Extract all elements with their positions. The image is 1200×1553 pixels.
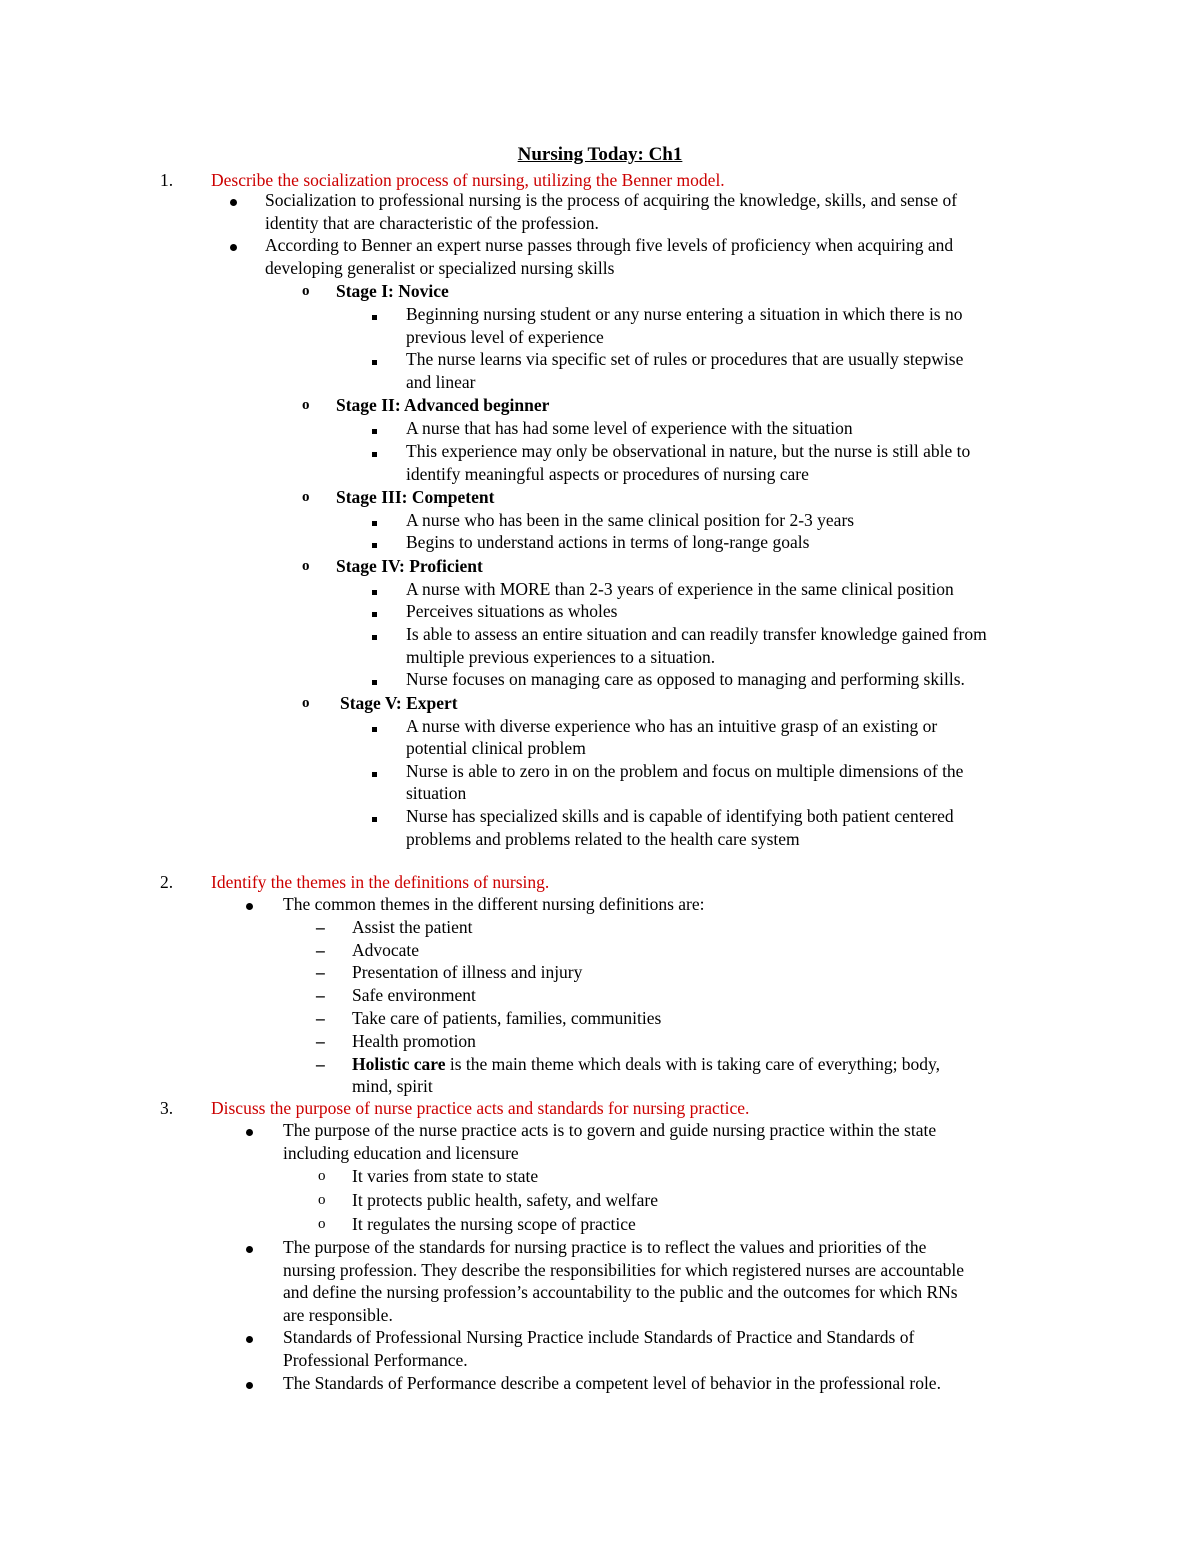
q1-bullet2-line2: developing generalist or specialized nursing skills [265,258,615,278]
stage-1-item1-line2: previous level of experience [406,327,604,347]
square-bullet-icon [372,509,377,532]
q2-theme-1: Assist the patient [352,917,473,937]
bullet-icon [230,234,237,257]
square-bullet-icon [372,303,377,326]
q3-bullet2-line3: and define the nursing profession’s accountability to the public and the outcomes for which RNs [283,1282,958,1302]
q3-bullet3-line1: Standards of Professional Nursing Practice include Standards of Practice and Standards of [283,1327,915,1347]
bullet-icon [246,1326,253,1349]
q2-question: Identify the themes in the definitions of nursing. [211,872,550,892]
bullet-icon [246,1119,253,1142]
square-bullet-icon [372,348,377,371]
q3-bullet3-line2: Professional Performance. [283,1350,468,1370]
stage-4-item4-line1: Nurse focuses on managing care as opposed to managing and performing skills. [406,669,965,689]
stage-2-heading: Stage II: Advanced beginner [336,395,550,415]
stage-1-item1-line1: Beginning nursing student or any nurse entering a situation in which there is no [406,304,963,324]
stage-5-item1-line2: potential clinical problem [406,738,586,758]
stage-5-item3-line1: Nurse has specialized skills and is capable of identifying both patient centered [406,806,954,826]
stage-2-item2-line1: This experience may only be observational in nature, but the nurse is still able to [406,441,971,461]
stage-5-item2-line2: situation [406,783,467,803]
q2-theme-holistic [352,1053,940,1076]
q3-question: Discuss the purpose of nurse practice acts and standards for nursing practice. [211,1098,750,1118]
q3-sub-1: It varies from state to state [352,1166,539,1186]
square-bullet-icon [372,805,377,828]
stage-5-item1-line1: A nurse with diverse experience who has an intuitive grasp of an existing or [406,716,938,736]
stage-4-heading: Stage IV: Proficient [336,556,483,576]
square-bullet-icon [372,440,377,463]
q3-bullet2-line2: nursing profession. They describe the responsibilities for which registered nurses are accountable [283,1260,964,1280]
square-bullet-icon [372,600,377,623]
q3-bullet2-line4: are responsible. [283,1305,393,1325]
q2-theme-3: Presentation of illness and injury [352,962,583,982]
square-bullet-icon [372,668,377,691]
q1-question: Describe the socialization process of nursing, utilizing the Benner model. [211,170,725,190]
circle-bullet-icon: o [302,283,310,299]
q2-number: 2. [160,872,174,892]
q3-sub-3: It regulates the nursing scope of practice [352,1214,636,1234]
q3-sub-2: It protects public health, safety, and welfare [352,1190,658,1210]
stage-4-item1-line1: A nurse with MORE than 2-3 years of experience in the same clinical position [406,579,954,599]
q3-bullet1-line2: including education and licensure [283,1143,519,1163]
stage-4-item3-line1: Is able to assess an entire situation and can readily transfer knowledge gained from [406,624,987,644]
stage-5-heading: Stage V: Expert [340,693,458,713]
square-bullet-icon [372,531,377,554]
bullet-icon [230,189,237,212]
square-bullet-icon [372,578,377,601]
q2-theme-4: Safe environment [352,985,476,1005]
square-bullet-icon [372,760,377,783]
circle-bullet-icon: o [318,1192,326,1208]
dash-bullet-icon: – [316,1008,325,1028]
stage-4-item2-line1: Perceives situations as wholes [406,601,618,621]
stage-1-heading: Stage I: Novice [336,281,449,301]
holistic-care-rest: is the main theme which deals with is taking care of everything; body, [445,1054,941,1074]
stage-3-item2-line1: Begins to understand actions in terms of long-range goals [406,532,810,552]
stage-2-item1-line1: A nurse that has had some level of experience with the situation [406,418,853,438]
dash-bullet-icon: – [316,985,325,1005]
q1-bullet1-line2: identity that are characteristic of the profession. [265,213,599,233]
holistic-care-bold: Holistic care [352,1054,446,1074]
bullet-icon [246,1372,253,1395]
document-title: Nursing Today: Ch1 [517,144,683,165]
dash-bullet-icon: – [316,1031,325,1051]
stage-4-item3-line2: multiple previous experiences to a situation. [406,647,716,667]
circle-bullet-icon: o [318,1216,326,1232]
square-bullet-icon [372,417,377,440]
dash-bullet-icon: – [316,1054,325,1074]
q3-bullet1-line1: The purpose of the nurse practice acts is to govern and guide nursing practice within the state [283,1120,937,1140]
q2-theme-5: Take care of patients, families, communities [352,1008,662,1028]
dash-bullet-icon: – [316,917,325,937]
circle-bullet-icon: o [302,397,310,413]
circle-bullet-icon: o [302,695,310,711]
square-bullet-icon [372,623,377,646]
q3-bullet2-line1: The purpose of the standards for nursing practice is to reflect the values and priorities of the [283,1237,927,1257]
circle-bullet-icon: o [318,1168,326,1184]
dash-bullet-icon: – [316,940,325,960]
stage-5-item3-line2: problems and problems related to the health care system [406,829,800,849]
q1-bullet2-line1: According to Benner an expert nurse passes through five levels of proficiency when acquiring and [265,235,954,255]
circle-bullet-icon: o [302,558,310,574]
stage-2-item2-line2: identify meaningful aspects or procedures of nursing care [406,464,809,484]
q2-theme-2: Advocate [352,940,420,960]
q2-theme-holistic-line2: mind, spirit [352,1076,433,1096]
q2-theme-6: Health promotion [352,1031,476,1051]
q3-bullet4-line1: The Standards of Performance describe a competent level of behavior in the professional role. [283,1373,941,1393]
q1-bullet1-line1: Socialization to professional nursing is the process of acquiring the knowledge, skills, and sense of [265,190,958,210]
q3-number: 3. [160,1098,174,1118]
bullet-icon [246,893,253,916]
dash-bullet-icon: – [316,962,325,982]
bullet-icon [246,1236,253,1259]
stage-3-item1-line1: A nurse who has been in the same clinical position for 2-3 years [406,510,855,530]
q1-number: 1. [160,170,174,190]
q2-bullet1: The common themes in the different nursing definitions are: [283,894,705,914]
stage-5-item2-line1: Nurse is able to zero in on the problem and focus on multiple dimensions of the [406,761,964,781]
circle-bullet-icon: o [302,489,310,505]
square-bullet-icon [372,715,377,738]
stage-1-item2-line2: and linear [406,372,476,392]
stage-1-item2-line1: The nurse learns via specific set of rules or procedures that are usually stepwise [406,349,964,369]
stage-3-heading: Stage III: Competent [336,487,495,507]
